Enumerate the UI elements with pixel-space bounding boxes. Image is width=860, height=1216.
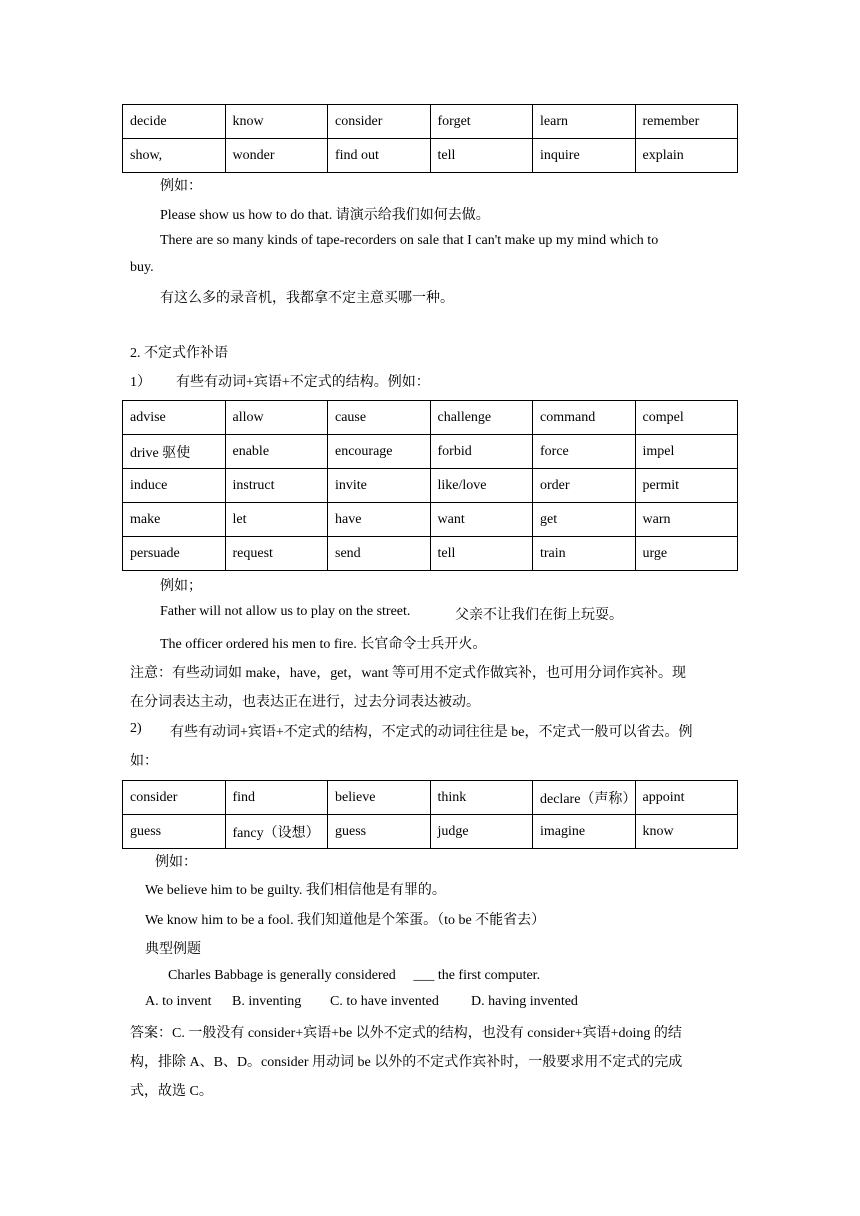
table-cell: command [533,401,636,435]
table-cell: fancy（设想） [225,815,328,849]
table-cell: know [635,815,738,849]
table-cell: impel [635,435,738,469]
table-cell: force [533,435,636,469]
example-sentence-continuation: buy. [130,260,154,275]
table-row [123,401,738,435]
example-sentence-officer: The officer ordered his men to fire. 长官命令士兵开火。 [160,637,487,652]
table-cell: urge [635,537,738,571]
answer-line-1: 答案：C. 一般没有 consider+宾语+be 以外不定式的结构，也没有 consider+宾语+doing 的结 [130,1026,682,1041]
table-cell: tell [430,139,533,173]
table-cell: decide [123,105,226,139]
table-cell: show, [123,139,226,173]
example-label-3: 例如： [155,855,197,870]
question-text-part-2: the first computer. [437,968,541,983]
table-cell: like/love [430,469,533,503]
answer-line-3: 式，故选 C。 [130,1084,213,1099]
table-cell: believe [328,781,431,815]
section-heading: 2. 不定式作补语 [130,346,228,361]
table-cell: let [225,503,328,537]
table-cell: warn [635,503,738,537]
verb-table-3 [122,780,738,849]
option-b: B. inventing [232,994,302,1009]
table-cell: forbid [430,435,533,469]
table-cell: know [225,105,328,139]
table-cell: imagine [533,815,636,849]
table-cell: consider [123,781,226,815]
table-cell: learn [533,105,636,139]
table-cell: request [225,537,328,571]
table-cell: declare（声称） [533,781,636,815]
table-cell: drive 驱使 [123,435,226,469]
table-cell: get [533,503,636,537]
answer-line-2: 构，排除 A、B、D。consider 用动词 be 以外的不定式作宾补时，一般要求用不定式的完成 [130,1055,683,1070]
example-sentence-believe: We believe him to be guilty. 我们相信他是有罪的。 [145,883,446,898]
table-cell: guess [328,815,431,849]
table-row [123,503,738,537]
table-cell: challenge [430,401,533,435]
table-cell: tell [430,537,533,571]
table-cell: encourage [328,435,431,469]
example-sentence-show: Please show us how to do that. 请演示给我们如何去做。 [160,208,490,223]
question-blank: ___ [413,968,435,983]
subsection-text-2-cont: 如： [130,754,158,769]
note-line-1: 注意：有些动词如 make，have，get，want 等可用不定式作做宾补，也可用分词作宾补。现 [130,666,687,681]
table-cell: order [533,469,636,503]
verb-table-1 [122,104,738,173]
table-cell: advise [123,401,226,435]
table-cell: cause [328,401,431,435]
table-cell: consider [328,105,431,139]
example-label-1: 例如： [160,179,202,194]
table-cell: induce [123,469,226,503]
table-row [123,105,738,139]
question-text-part-1: Charles Babbage is generally considered [168,968,396,983]
subsection-text-2: 有些有动词+宾语+不定式的结构，不定式的动词往往是 be，不定式一般可以省去。例 [170,725,693,740]
table-cell: guess [123,815,226,849]
option-d: D. having invented [471,994,578,1009]
example-sentence-know: We know him to be a fool. 我们知道他是个笨蛋。（to be 不能省去） [145,913,546,928]
option-c: C. to have invented [330,994,439,1009]
table-cell: inquire [533,139,636,173]
example-sentence-father-en: Father will not allow us to play on the street. [160,604,411,619]
note-line-2: 在分词表达主动，也表达正在进行，过去分词表达被动。 [130,695,480,710]
table-cell: appoint [635,781,738,815]
table-row [123,435,738,469]
table-cell: compel [635,401,738,435]
table-row [123,781,738,815]
table-cell: think [430,781,533,815]
table-cell: want [430,503,533,537]
table-cell: forget [430,105,533,139]
table-row [123,469,738,503]
table-cell: judge [430,815,533,849]
table-cell: instruct [225,469,328,503]
example-translation: 有这么多的录音机，我都拿不定主意买哪一种。 [160,291,454,306]
subsection-text-1: 有些有动词+宾语+不定式的结构。例如： [176,375,430,390]
table-cell: find [225,781,328,815]
table-row [123,139,738,173]
table-cell: wonder [225,139,328,173]
typical-example-label: 典型例题 [145,942,201,957]
table-cell: train [533,537,636,571]
table-cell: send [328,537,431,571]
example-sentence-tape-recorders: There are so many kinds of tape-recorders on sale that I can't make up my mind which to [160,233,659,248]
example-sentence-father-cn: 父亲不让我们在街上玩耍。 [455,608,623,623]
table-cell: enable [225,435,328,469]
table-row [123,537,738,571]
table-row [123,815,738,849]
table-cell: remember [635,105,738,139]
table-cell: persuade [123,537,226,571]
table-cell: invite [328,469,431,503]
table-cell: permit [635,469,738,503]
verb-table-2 [122,400,738,571]
example-label-2: 例如； [160,579,202,594]
table-cell: find out [328,139,431,173]
table-cell: make [123,503,226,537]
table-cell: have [328,503,431,537]
table-cell: explain [635,139,738,173]
subsection-number-1: 1） [130,375,151,390]
question-text [168,968,540,984]
table-cell: allow [225,401,328,435]
option-a: A. to invent [145,994,212,1009]
subsection-number-2: 2) [130,721,142,736]
